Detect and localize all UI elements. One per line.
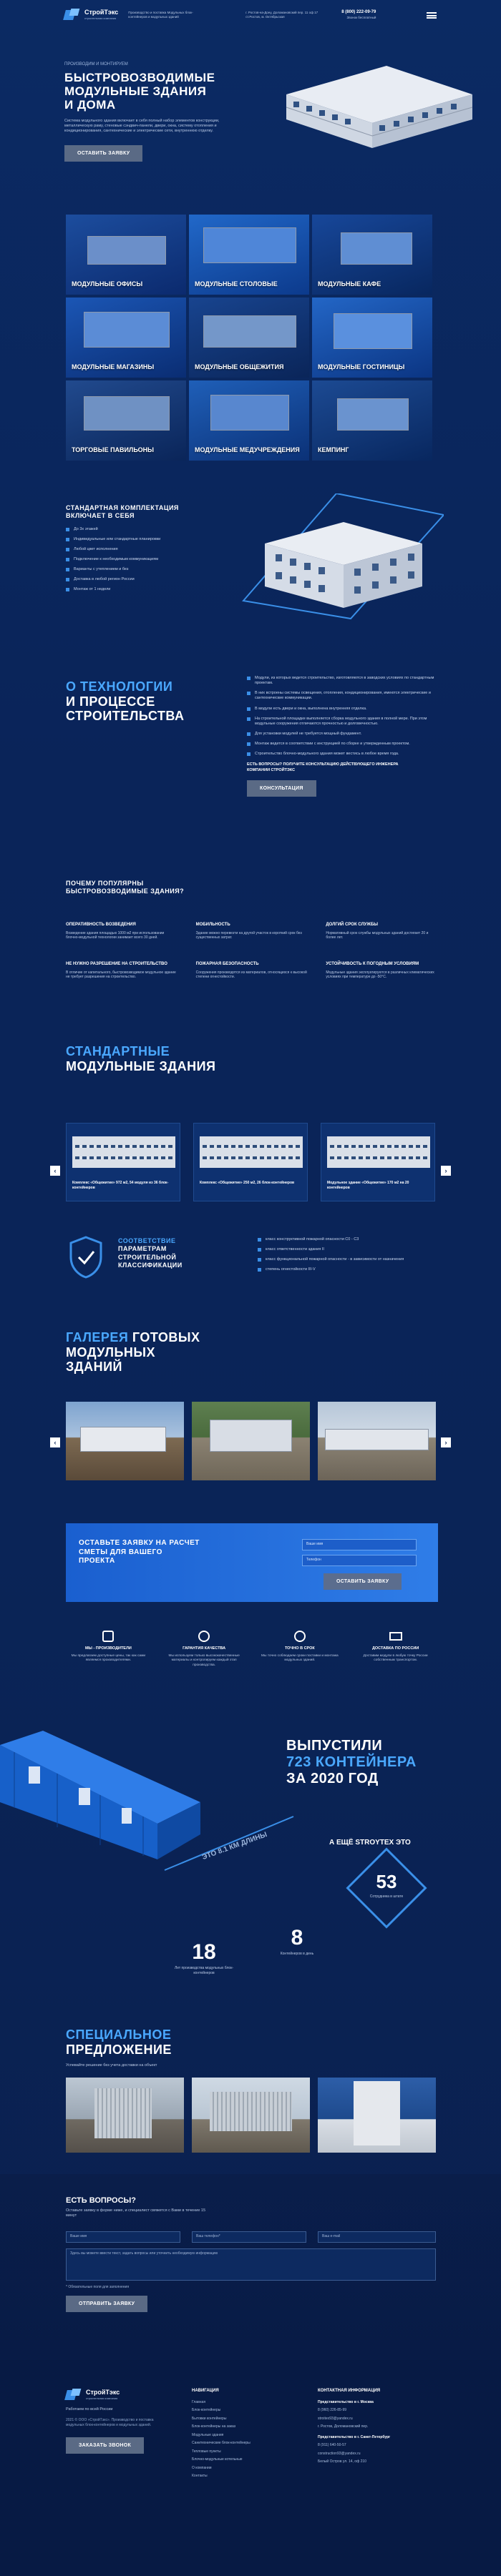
logo-icon: [66, 2389, 82, 2402]
list-item: Монтаж ведется в соответствии с инструкцией по сборке и утвержденным проектом.: [247, 742, 437, 747]
logo-subtitle: строительная компания: [84, 16, 117, 21]
gallery-photo[interactable]: [66, 1402, 184, 1480]
footer-contacts: КОНТАКТНАЯ ИНФОРМАЦИЯ Представительство в г. Москва 8 (960) 226-85-99 stroitex93@yandex.ru г. Ростов, Доломановский пер. Представительство в г. Санкт-Петербург 8 (911) 640-50-57 construction93@yandex.ru Белый Остров ул. 14, оф 210: [318, 2389, 439, 2468]
footer-nav-link[interactable]: О компании: [192, 2465, 212, 2470]
gallery-section: [0, 1323, 501, 1509]
footer-logo[interactable]: СтройТэкс строительная компания: [66, 2389, 180, 2402]
menu-icon[interactable]: [427, 12, 437, 19]
list-item: класс функциональной пожарной опасности - в зависимости от назначения: [258, 1257, 437, 1262]
offer-photo[interactable]: [318, 2078, 436, 2153]
required-note: * Обязательные поля для заполнения: [66, 2285, 130, 2289]
logo-text: СтройТэкс: [84, 9, 119, 16]
list-item: класс ответственности здания II: [258, 1247, 437, 1252]
list-item: Индивидуальные или стандартные планировки: [66, 537, 209, 542]
contact-phone[interactable]: 8 (911) 640-50-57: [318, 2443, 346, 2448]
hero-text: Система модульного здания включает в себя полный набор элементов конструкции, металлическую раму, стеновые сэндвич-панели, двери, окна, систему отопления и кондиционирования, сантехнические и электрические сети, внутреннюю отделку.: [64, 118, 220, 134]
questions-text: Оставьте заявку в форме ниже, и специалист свяжется с Вами в течение 15 минут: [66, 2208, 206, 2218]
header: [0, 0, 501, 30]
standard-card[interactable]: Модульное здание «Общежитие» 170 м2 на 20 контейнеров: [321, 1123, 435, 1201]
contact-phone[interactable]: 8 (960) 226-85-99: [318, 2408, 347, 2413]
special-subtitle: Успевайте решение без учета доставки на объект: [66, 2063, 157, 2068]
estimate-phone-input[interactable]: Телефон: [302, 1555, 417, 1566]
why-item: МОБИЛЬНОСТЬ Здание можно перевезти на другой участок в короткий срок без существенных затрат.: [195, 923, 302, 940]
header-address: г. Ростов-на-Дону, Доломановский пер. 11 оф 17 ст.Ростов, м. Октябрьская: [245, 11, 318, 19]
clock-icon: [294, 1631, 306, 1642]
list-item: Строительство блочно-модульного здания может вестись в любое время года.: [247, 752, 437, 757]
list-item: Варианты с утеплением и без: [66, 567, 209, 572]
tech-section: [0, 665, 501, 851]
feature-item: ТОЧНО В СРОК Мы точно соблюдаем сроки поставки и монтажа модульных зданий.: [258, 1631, 343, 1668]
list-item: На строительной площадке выполняется сборка модульного здания в полной мере. При этом модульные сооружения отличаются прочностью и долговечностью.: [247, 717, 437, 727]
stat-years: 18 Лет производства модульных блок-контейнеров: [174, 1940, 234, 1975]
estimate-banner: [66, 1523, 438, 1602]
gallery-photo[interactable]: [318, 1402, 436, 1480]
special-title: СПЕЦИАЛЬНОЕ ПРЕДЛОЖЕНИЕ: [66, 2027, 172, 2057]
logo[interactable]: [64, 9, 118, 21]
why-item: ПОЖАРНАЯ БЕЗОПАСНОСТЬ Сооружения производятся из материалов, относящихся к высокой степени огнестойкости.: [195, 961, 307, 980]
list-item: Монтаж от 1 недели: [66, 587, 209, 592]
tile-offices[interactable]: МОДУЛЬНЫЕ ОФИСЫ: [66, 215, 186, 295]
footer-about: 2021 © ООО «СтройТэкс». Производство и поставка модульных блок-контейнеров и модульных зданий.: [66, 2418, 154, 2427]
gallery-photo[interactable]: [192, 1402, 310, 1480]
header-tagline: Производство и поставка Модульных блок-контейнеров и модульных зданий: [128, 11, 193, 19]
feature-item: ГАРАНТИЯ КАЧЕСТВА Мы используем только высококачественные материалы и контролируем каждый этап производства.: [162, 1631, 247, 1668]
contact-email[interactable]: stroitex93@yandex.ru: [318, 2416, 353, 2421]
questions-section: [0, 2174, 501, 2360]
feature-item: МЫ - ПРОИЗВОДИТЕЛИ Мы предлагаем доступные цены, так как сами являемся производителями.: [66, 1631, 151, 1668]
gallery-title: ГАЛЕРЕЯ ГОТОВЫХ МОДУЛЬНЫХ ЗДАНИЙ: [66, 1330, 200, 1375]
standard-card[interactable]: Комплекс «Общежитие» 972 м2, 54 модуля из 36 блок-контейнеров: [66, 1123, 180, 1201]
tile-pavilions[interactable]: ТОРГОВЫЕ ПАВИЛЬОНЫ: [66, 380, 186, 461]
hero-building-image: [272, 51, 487, 159]
consultation-button[interactable]: КОНСУЛЬТАЦИЯ: [247, 780, 316, 797]
footer: [0, 2360, 501, 2576]
hero-cta-button[interactable]: ОСТАВИТЬ ЗАЯВКУ: [64, 145, 142, 162]
estimate-name-input[interactable]: Ваше имя: [302, 1539, 417, 1550]
tile-shops[interactable]: МОДУЛЬНЫЕ МАГАЗИНЫ: [66, 298, 186, 378]
tile-cafe[interactable]: МОДУЛЬНЫЕ КАФЕ: [312, 215, 432, 295]
feature-item: ДОСТАВКА ПО РОССИИ Доставим модули в любую точку России собственным транспортом.: [353, 1631, 438, 1668]
complect-building-image: [236, 493, 444, 622]
list-item: Подключение к необходимым коммуникациям: [66, 557, 209, 562]
footer-brand: [66, 2389, 180, 2454]
list-item: До 3х этажей: [66, 527, 209, 532]
footer-tagline: Работаем по всей России: [66, 2407, 113, 2412]
footer-nav-link[interactable]: Санитехнические блок-контейнеры: [192, 2441, 250, 2446]
complect-section: [0, 493, 501, 629]
standard-title: СТАНДАРТНЫЕ МОДУЛЬНЫЕ ЗДАНИЯ: [66, 1044, 216, 1073]
email-input[interactable]: Ваш e-mail: [318, 2231, 436, 2243]
stats-title: ВЫПУСТИЛИ 723 КОНТЕЙНЕРА ЗА 2020 ГОД: [286, 1738, 417, 1786]
footer-nav-link[interactable]: Тепловые пункты: [192, 2449, 221, 2454]
list-item: Для установки модулей не требуется мощный фундамент.: [247, 732, 437, 737]
header-phone-note: Звонок бесплатный: [346, 15, 376, 19]
chevron-left-icon[interactable]: ‹: [50, 1437, 60, 1447]
tile-canteens[interactable]: МОДУЛЬНЫЕ СТОЛОВЫЕ: [189, 215, 309, 295]
footer-nav-link[interactable]: Главная: [192, 2399, 206, 2404]
complect-title: СТАНДАРТНАЯ КОМПЛЕКТАЦИЯ ВКЛЮЧАЕТ В СЕБЯ: [66, 504, 179, 519]
footer-nav: НАВИГАЦИЯ Главная Блок-контейнеры Бытовки контейнеры Блок-контейнеры на заказ Модульные здания Санитехнические блок-контейнеры Тепловые пункты Блочно-модульные котельные О компании Контакты: [192, 2389, 306, 2482]
why-item: НЕ НУЖНО РАЗРЕШЕНИЕ НА СТРОИТЕЛЬСТВО В отличие от капитального, быстровозводимое модульное здание не требует разрешения на строительство.: [66, 961, 176, 980]
name-input[interactable]: Ваше имя: [66, 2231, 180, 2243]
questions-title: ЕСТЬ ВОПРОСЫ?: [66, 2196, 137, 2205]
estimate-title: ОСТАВЬТЕ ЗАЯВКУ НА РАСЧЕТ СМЕТЫ ДЛЯ ВАШЕГО ПРОЕКТА: [79, 1539, 200, 1565]
list-item: Доставка в любой регион России: [66, 577, 209, 582]
tile-medical[interactable]: МОДУЛЬНЫЕ МЕДУЧРЕЖДЕНИЯ: [189, 380, 309, 461]
estimate-submit-button[interactable]: ОСТАВИТЬ ЗАЯВКУ: [324, 1573, 402, 1590]
stats-more-title: А ЕЩЁ STROYTEX ЭТО: [329, 1839, 411, 1847]
stats-section: [0, 1716, 501, 2024]
why-section: [0, 872, 501, 1037]
standard-section: [0, 1037, 501, 1201]
truck-icon: [389, 1632, 402, 1641]
tech-list: [247, 676, 437, 797]
params-list: [258, 1237, 437, 1278]
containers-truck-image: [0, 1716, 301, 1895]
quality-icon: [198, 1631, 210, 1642]
stat-employees: 53 Сотрудника в штате: [369, 1871, 404, 1899]
order-call-button[interactable]: ЗАКАЗАТЬ ЗВОНОК: [66, 2437, 144, 2454]
truck-length-text: ЭТО 8.1 КМ ДЛИНЫ: [201, 1830, 268, 1862]
building-types-grid: [0, 215, 501, 461]
params-title: СООТВЕТСТВИЕ ПАРАМЕТРАМ СТРОИТЕЛЬНОЙ КЛАССИФИКАЦИИ: [118, 1237, 183, 1269]
list-item: Модули, из которых ведется строительство, изготовляются в заводских условиях по стандартным проектам.: [247, 676, 437, 686]
chevron-right-icon[interactable]: ›: [441, 1166, 451, 1176]
header-phone[interactable]: 8 (800) 222-09-79: [341, 10, 376, 15]
phone-input[interactable]: Ваш телефон*: [192, 2231, 306, 2243]
features-section: [0, 1616, 501, 1695]
tile-dormitories[interactable]: МОДУЛЬНЫЕ ОБЩЕЖИТИЯ: [189, 298, 309, 378]
footer-nav-link[interactable]: Контакты: [192, 2474, 208, 2479]
list-item: В модули есть двери и окна, выполнена внутренняя отделка.: [247, 707, 437, 712]
features-grid: [66, 1631, 438, 1668]
list-item: степень огнестойкости III-V: [258, 1267, 437, 1272]
offer-photo[interactable]: [192, 2078, 310, 2153]
offer-photo[interactable]: [66, 2078, 184, 2153]
footer-nav-link[interactable]: Блочно-модульные котельные: [192, 2457, 243, 2462]
tech-cta-text: ЕСТЬ ВОПРОСЫ? ПОЛУЧИТЕ КОНСУЛЬТАЦИЮ ДЕЙСТВУЮЩЕГО ИНЖЕНЕРА КОМПАНИИ СТРОЙТЭКС: [247, 762, 399, 772]
complect-list: [66, 527, 209, 593]
why-grid: [66, 923, 438, 980]
footer-nav-link[interactable]: Блок-контейнеры на заказ: [192, 2424, 236, 2429]
tile-camping[interactable]: КЕМПИНГ: [312, 380, 432, 461]
estimate-section: [0, 1523, 501, 1602]
standard-card[interactable]: Комплекс «Общежитие» 250 м2, 26 блок-контейнеров: [193, 1123, 308, 1201]
why-title: ПОЧЕМУ ПОПУЛЯРНЫ БЫСТРОВОЗВОДИМЫЕ ЗДАНИЯ?: [66, 880, 185, 895]
stat-per-day: 8 Контейнеров в день: [280, 1926, 314, 1956]
tile-hotels[interactable]: МОДУЛЬНЫЕ ГОСТИНИЦЫ: [312, 298, 432, 378]
contact-email[interactable]: construction93@yandex.ru: [318, 2451, 361, 2456]
chevron-right-icon[interactable]: ›: [441, 1437, 451, 1447]
shield-icon: [68, 1236, 104, 1279]
send-request-button[interactable]: ОТПРАВИТЬ ЗАЯВКУ: [66, 2296, 147, 2312]
tech-title: О ТЕХНОЛОГИИ И ПРОЦЕССЕ СТРОИТЕЛЬСТВА: [66, 679, 185, 724]
chevron-left-icon[interactable]: ‹: [50, 1166, 60, 1176]
logo-icon: [64, 9, 80, 21]
params-section: [0, 1230, 501, 1302]
why-item: ОПЕРАТИВНОСТЬ ВОЗВЕДЕНИЯ Возведение здания площадью 1000 м2 при использовании блочно-модульной технологии занимает всего 30 дней.: [66, 923, 165, 940]
footer-nav-link[interactable]: Модульные здания: [192, 2432, 224, 2437]
list-item: В них встроены системы освещения, отопления, кондиционирования, имеются электрические и сантехнические коммуникации.: [247, 691, 437, 701]
list-item: Любой цвет исполнения: [66, 547, 209, 552]
message-textarea[interactable]: Здесь вы можете ввести текст, задать вопросы или уточнить необходимую информацию: [66, 2248, 436, 2281]
why-item: УСТОЙЧИВОСТЬ К ПОГОДНЫМ УСЛОВИЯМ Модульные здания эксплуатируются в различных климатических условиях при температуре до -50°С.: [326, 961, 434, 980]
factory-icon: [102, 1631, 114, 1642]
why-item: ДОЛГИЙ СРОК СЛУЖБЫ Нормативный срок службы модульных зданий достигает 20 и более лет.: [326, 923, 429, 940]
list-item: класс конструктивной пожарной опасности С0 - С3: [258, 1237, 437, 1242]
footer-nav-link[interactable]: Блок-контейнеры: [192, 2408, 221, 2413]
hero-title: БЫСТРОВОЗВОДИМЫЕ МОДУЛЬНЫЕ ЗДАНИЯ И ДОМА: [64, 70, 215, 112]
footer-nav-link[interactable]: Бытовки контейнеры: [192, 2416, 227, 2421]
hero-section: [0, 30, 501, 202]
hero-pretitle: ПРОИЗВОДИМ И МОНТИРУЕМ: [64, 62, 128, 67]
